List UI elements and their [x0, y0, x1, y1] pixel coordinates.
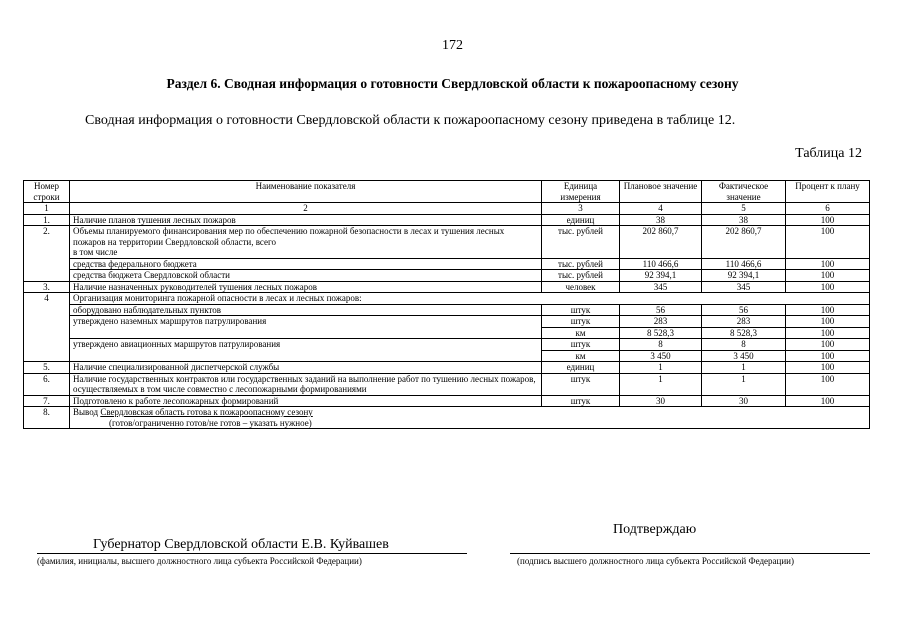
row-plan: 3 450: [620, 350, 702, 362]
confirm-label: Подтверждаю: [613, 522, 697, 537]
row-plan: 8 528,3: [620, 327, 702, 339]
row-name: [70, 407, 870, 429]
row-num: 6.: [24, 373, 70, 395]
row-unit: тыс. рублей: [542, 226, 620, 259]
row-name: оборудовано наблюдательных пунктов: [70, 304, 542, 316]
table-row: [24, 316, 870, 328]
row-name: утверждено авиационных маршрутов патрулирования: [70, 339, 542, 362]
row-num: 7.: [24, 395, 70, 407]
row-plan: 1: [620, 362, 702, 374]
row-unit: штук: [542, 395, 620, 407]
col-number: 6: [786, 203, 870, 215]
table-row: [24, 293, 870, 305]
table-label: Таблица 12: [795, 146, 862, 161]
governor-name: Губернатор Свердловской области Е.В. Куйвашев: [93, 537, 389, 552]
table-row: [24, 304, 870, 316]
row-name: Наличие специализированной диспетчерской службы: [70, 362, 542, 374]
table-row: [24, 407, 870, 429]
row-fact: 56: [702, 304, 786, 316]
row-plan: 110 466,6: [620, 258, 702, 270]
row-plan: 202 860,7: [620, 226, 702, 259]
row-name: Наличие планов тушения лесных пожаров: [70, 214, 542, 226]
table-row: [24, 226, 870, 259]
header-name: Наименование показателя: [70, 181, 542, 203]
header-num: Номер строки: [24, 181, 70, 203]
row-unit: штук: [542, 304, 620, 316]
header-unit: Единица измерения: [542, 181, 620, 203]
row-plan: 56: [620, 304, 702, 316]
row-unit: штук: [542, 373, 620, 395]
row-name: средства федерального бюджета: [70, 258, 542, 270]
row-fact: 8 528,3: [702, 327, 786, 339]
row-pct: 100: [786, 395, 870, 407]
section-title: Раздел 6. Сводная информация о готовности Свердловской области к пожароопасному сезону: [166, 76, 739, 91]
row-pct: 100: [786, 270, 870, 282]
row-pct: 100: [786, 373, 870, 395]
row-num: 8.: [24, 407, 70, 429]
row-name: Подготовлено к работе лесопожарных формирований: [70, 395, 542, 407]
row-fact: 1: [702, 362, 786, 374]
header-fact: Фактическое значение: [702, 181, 786, 203]
col-number: 2: [70, 203, 542, 215]
row-num: 5.: [24, 362, 70, 374]
row-pct: 100: [786, 281, 870, 293]
header-pct: Процент к плану: [786, 181, 870, 203]
row-unit: единиц: [542, 362, 620, 374]
row-unit: единиц: [542, 214, 620, 226]
table-row: [24, 281, 870, 293]
table-row: [24, 214, 870, 226]
row-name: [70, 226, 542, 259]
row-unit: штук: [542, 339, 620, 351]
signature-line-left: [37, 553, 467, 554]
column-numbers-row: [24, 203, 870, 215]
row-unit: км: [542, 350, 620, 362]
row-fact: 345: [702, 281, 786, 293]
row-name-text: Объемы планируемого финансирования мер по обеспечению пожарной безопасности в лесах и тушения лесных пожаров на территории Свердловской области, всего: [73, 226, 505, 247]
table-row: [24, 362, 870, 374]
caption-left: (фамилия, инициалы, высшего должностного лица субъекта Российской Федерации): [37, 556, 362, 566]
page-number: 172: [442, 38, 463, 53]
row-fact: 110 466,6: [702, 258, 786, 270]
row-pct: 100: [786, 339, 870, 351]
row-fact: 8: [702, 339, 786, 351]
row-name: Наличие государственных контрактов или государственных заданий на выполнение работ по тушению лесных пожаров, осуществляемых в том числе совместно с лесопожарными формированиями: [70, 373, 542, 395]
row-unit: штук: [542, 316, 620, 328]
row-num: 3.: [24, 281, 70, 293]
col-number: 5: [702, 203, 786, 215]
row-num: 1.: [24, 214, 70, 226]
row-name: средства бюджета Свердловской области: [70, 270, 542, 282]
row-name-sub: в том числе: [73, 247, 118, 257]
caption-right: (подпись высшего должностного лица субъекта Российской Федерации): [517, 556, 794, 566]
conclusion-hint: (готов/ограниченно готов/не готов – указать нужное): [109, 417, 312, 428]
row-fact: 38: [702, 214, 786, 226]
header-plan: Плановое значение: [620, 181, 702, 203]
row-fact: 3 450: [702, 350, 786, 362]
readiness-table: [23, 180, 870, 429]
row-pct: 100: [786, 304, 870, 316]
row-fact: 92 394,1: [702, 270, 786, 282]
table-row: [24, 258, 870, 270]
row-pct: 100: [786, 350, 870, 362]
row-name: утверждено наземных маршрутов патрулирования: [70, 316, 542, 339]
row-unit: км: [542, 327, 620, 339]
row-plan: 283: [620, 316, 702, 328]
row-plan: 1: [620, 373, 702, 395]
row-plan: 92 394,1: [620, 270, 702, 282]
row-pct: 100: [786, 258, 870, 270]
row-num: 4: [24, 293, 70, 362]
row-plan: 8: [620, 339, 702, 351]
table-row: [24, 339, 870, 351]
intro-text: Сводная информация о готовности Свердловской области к пожароопасному сезону приведена в таблице 12.: [85, 113, 736, 128]
row-name: Наличие назначенных руководителей тушения лесных пожаров: [70, 281, 542, 293]
conclusion-value: Свердловская область готова к пожароопасному сезону: [100, 407, 313, 417]
col-number: 4: [620, 203, 702, 215]
row-plan: 38: [620, 214, 702, 226]
col-number: 3: [542, 203, 620, 215]
row-plan: 345: [620, 281, 702, 293]
row-pct: 100: [786, 327, 870, 339]
table-row: [24, 270, 870, 282]
row-unit: тыс. рублей: [542, 258, 620, 270]
row-unit: тыс. рублей: [542, 270, 620, 282]
row-plan: 30: [620, 395, 702, 407]
row-fact: 1: [702, 373, 786, 395]
row-pct: 100: [786, 214, 870, 226]
signature-line-right: [510, 553, 870, 554]
row-pct: 100: [786, 226, 870, 259]
row-pct: 100: [786, 362, 870, 374]
row-unit: человек: [542, 281, 620, 293]
conclusion-prefix: Вывод: [73, 407, 101, 417]
row-num: 2.: [24, 226, 70, 282]
row-fact: 283: [702, 316, 786, 328]
row-name: Организация мониторинга пожарной опасности в лесах и лесных пожаров:: [70, 293, 870, 305]
table-row: [24, 373, 870, 395]
row-fact: 202 860,7: [702, 226, 786, 259]
table-header-row: [24, 181, 870, 203]
row-fact: 30: [702, 395, 786, 407]
col-number: 1: [24, 203, 70, 215]
table-row: [24, 395, 870, 407]
row-pct: 100: [786, 316, 870, 328]
